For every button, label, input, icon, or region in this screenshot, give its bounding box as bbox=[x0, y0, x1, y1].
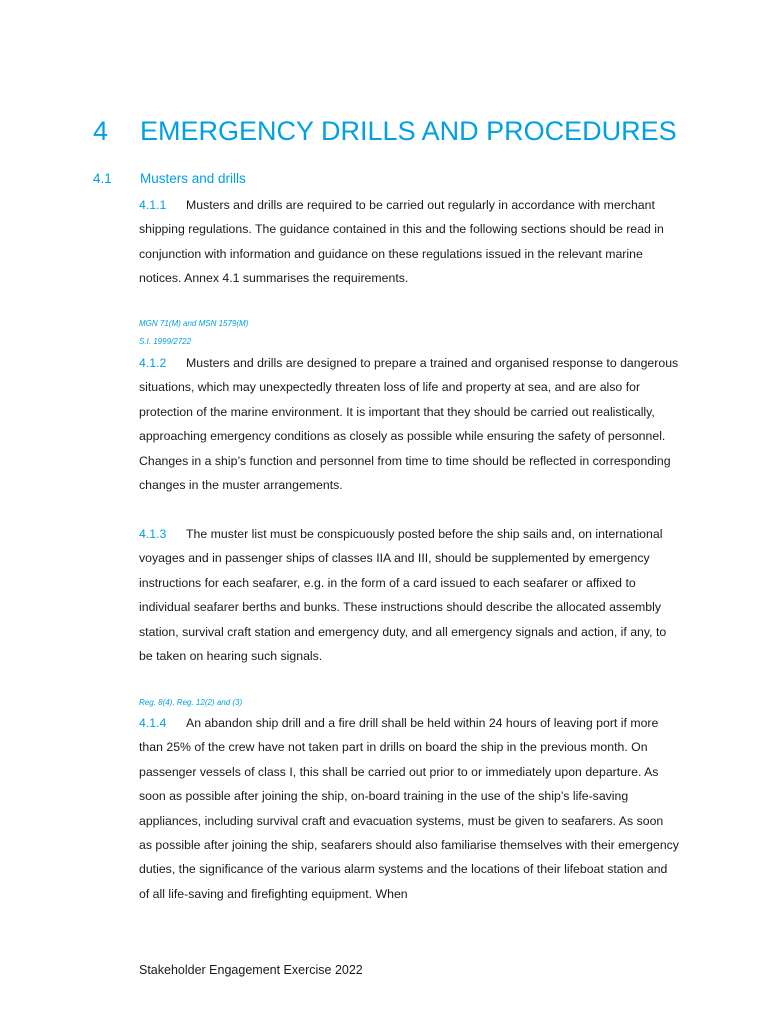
paragraph-text: The muster list must be conspicuously posted before the ship sails and, on international voyages and in passenger ships of classes IIA and III, should be supplemented by emergency instructions for each seafarer, e.g. in the form of a card issued to each seafarer or affixed to individual seafarer berths and bunks. These instructions should describe the allocated assembly station, survival craft station and emergency duty, and all emergency signals and action, if any, to be taken on hearing such signals. bbox=[139, 527, 667, 664]
page-footer: Stakeholder Engagement Exercise 2022 bbox=[139, 963, 363, 977]
paragraph-4-1-3 bbox=[139, 522, 679, 668]
paragraph-number: 4.1.3 bbox=[139, 527, 167, 541]
chapter-number: 4 bbox=[93, 116, 109, 146]
paragraph-4-1-1 bbox=[139, 193, 679, 291]
paragraph-number: 4.1.1 bbox=[139, 198, 167, 212]
paragraph-number: 4.1.4 bbox=[139, 716, 167, 730]
margin-note: Reg. 8(4), Reg. 12(2) and (3) bbox=[139, 698, 243, 707]
section-number: 4.1 bbox=[93, 171, 112, 186]
margin-note: S.I. 1999/2722 bbox=[139, 337, 192, 346]
chapter-title: EMERGENCY DRILLS AND PROCEDURES bbox=[140, 116, 677, 146]
section-title: Musters and drills bbox=[140, 171, 246, 186]
paragraph-text: Musters and drills are required to be carried out regularly in accordance with merchant shipping regulations. The guidance contained in this and the following sections should be read in conjunction with information and guidance on these regulations issued in the relevant marine notices. Annex 4.1 summarises the requirements. bbox=[139, 198, 664, 286]
paragraph-number: 4.1.2 bbox=[139, 356, 167, 370]
section-heading bbox=[93, 171, 246, 186]
paragraph-text: An abandon ship drill and a fire drill shall be held within 24 hours of leaving port if more than 25% of the crew have not taken part in drills on board the ship in the previous month. On passenger vessels of class I, this shall be carried out prior to or immediately upon departure. As soon as possible after joining the ship, on-board training in the use of the ship’s life-saving appliances, including survival craft and evacuation systems, must be given to seafarers. As soon as possible after joining the ship, seafarers should also familiarise themselves with their emergency duties, the significance of the various alarm systems and the locations of their lifeboat station and of all life-saving and firefighting equipment. When bbox=[139, 716, 679, 901]
paragraph-4-1-4 bbox=[139, 711, 679, 906]
chapter-heading bbox=[93, 116, 677, 147]
margin-note: MGN 71(M) and MSN 1579(M) bbox=[139, 319, 249, 328]
paragraph-4-1-2 bbox=[139, 351, 679, 497]
paragraph-text: Musters and drills are designed to prepare a trained and organised response to dangerous situations, which may unexpectedly threaten loss of life and property at sea, and are also for protection of the marine environment. It is important that they should be carried out realistically, approaching emergency conditions as closely as possible while ensuring the safety of personnel. Changes in a ship’s function and personnel from time to time should be reflected in corresponding changes in the muster arrangements. bbox=[139, 356, 679, 493]
